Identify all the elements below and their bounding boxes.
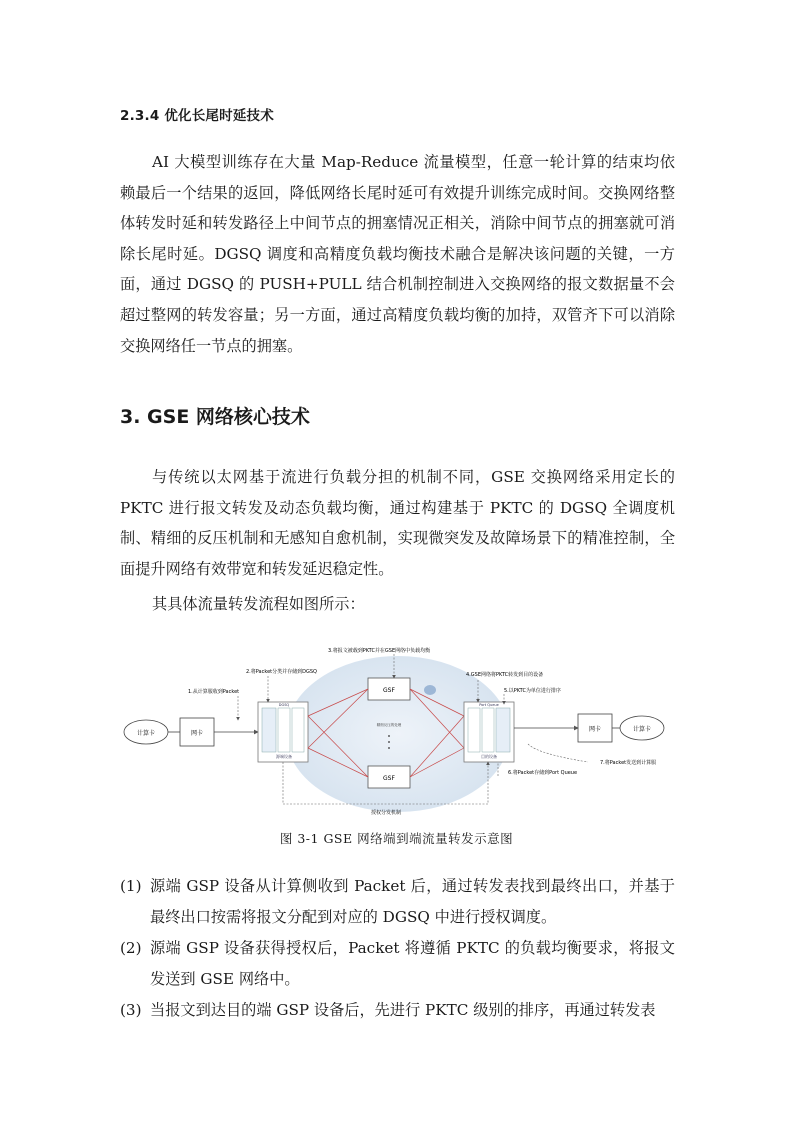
figure-caption: 图 3-1 GSE 网络端到端流量转发示意图 xyxy=(279,831,514,846)
list-item xyxy=(120,933,675,995)
step-6: 6.将Packet存储到Port Queue xyxy=(508,770,578,776)
port-queue-label: Port Queue xyxy=(479,703,499,707)
step-2: 2.将Packet分类并存储到DGSQ xyxy=(246,669,317,675)
flow-diagram xyxy=(118,644,678,824)
dgsq-label: DGSQ xyxy=(278,703,290,707)
flow-step-list xyxy=(120,871,675,1026)
step-7: 7.将Packet发送到计算服 xyxy=(600,760,657,766)
list-item-number: (1) xyxy=(120,877,142,895)
list-item xyxy=(120,871,675,933)
nic-right-label: 网卡 xyxy=(588,726,602,733)
paragraph-flow-intro: 其具体流量转发流程如图所示： xyxy=(152,595,365,613)
list-item-text: 源端 GSP 设备从计算侧收到 Packet 后，通过转发表找到最终出口，并基于最终出口按需将报文分配到对应的 DGSQ 中进行授权调度。 xyxy=(150,877,675,926)
grant-mechanism: 授权分发机制 xyxy=(370,810,402,816)
list-item-text: 源端 GSP 设备获得授权后，Packet 将遵循 PKTC 的负载均衡要求，将报文发送到 GSE 网络中。 xyxy=(150,939,675,988)
compute-left-label: 计算卡 xyxy=(136,730,156,737)
paragraph-gse-intro: 与传统以太网基于流进行负载分担的机制不同，GSE 交换网络采用定长的 PKTC 进行报文转发及动态负载均衡，通过构建基于 PKTC 的 DGSQ 全调度机制、精细的反压机制和无感知自愈机制，实现微突发及故障场景下的精准控制，全面提升网络有效带宽和转发延迟稳定性。 xyxy=(120,468,675,578)
step-1: 1.从计算服收到Packet xyxy=(188,689,240,695)
chapter-heading: 3. GSE 网络核心技术 xyxy=(120,406,310,428)
gsf-bottom-label: GSF xyxy=(383,775,395,782)
list-item-text: 当报文到达目的端 GSP 设备后，先进行 PKTC 级别的排序，再通过转发表 xyxy=(150,1001,656,1019)
source-device-label: 源端设备 xyxy=(276,754,292,759)
compute-right-label: 计算卡 xyxy=(632,726,652,733)
nic-left-label: 网卡 xyxy=(190,730,204,737)
destination-device-label: 目的设备 xyxy=(481,754,497,759)
list-item xyxy=(120,995,675,1026)
list-item-number: (2) xyxy=(120,939,142,957)
step-4: 4.GSE网络将PKTC转发到目的设备 xyxy=(466,672,544,678)
paragraph-long-tail-latency: AI 大模型训练存在大量 Map-Reduce 流量模型，任意一轮计算的结束均依赖最后一个结果的返回，降低网络长尾时延可有效提升训练完成时间。交换网络整体转发时延和转发路径上中间节点的拥塞情况正相关，消除中间节点的拥塞就可消除长尾时延。DGSQ 调度和高精度负载均衡技术融合是解决该问题的关键，一方面，通过 DGSQ 的 PUSH+PULL 结合机制控制进入交换网络的报文数据量不会超过整网的转发容量；另一方面，通过高精度负载均衡的加持，双管齐下可以消除交换网络任一节点的拥塞。 xyxy=(120,153,675,355)
gsf-top-label: GSF xyxy=(383,687,395,694)
pktc-blob xyxy=(424,685,436,695)
fabric-note: 精细反压的处理 xyxy=(376,723,402,727)
step-5: 5.以PKTC为单位进行排序 xyxy=(504,688,561,694)
list-item-number: (3) xyxy=(120,1001,142,1019)
step-3: 3.将报文被载到PKTC并在GSE网络中负载均衡 xyxy=(328,648,431,654)
section-heading: 2.3.4 优化长尾时延技术 xyxy=(120,108,274,124)
